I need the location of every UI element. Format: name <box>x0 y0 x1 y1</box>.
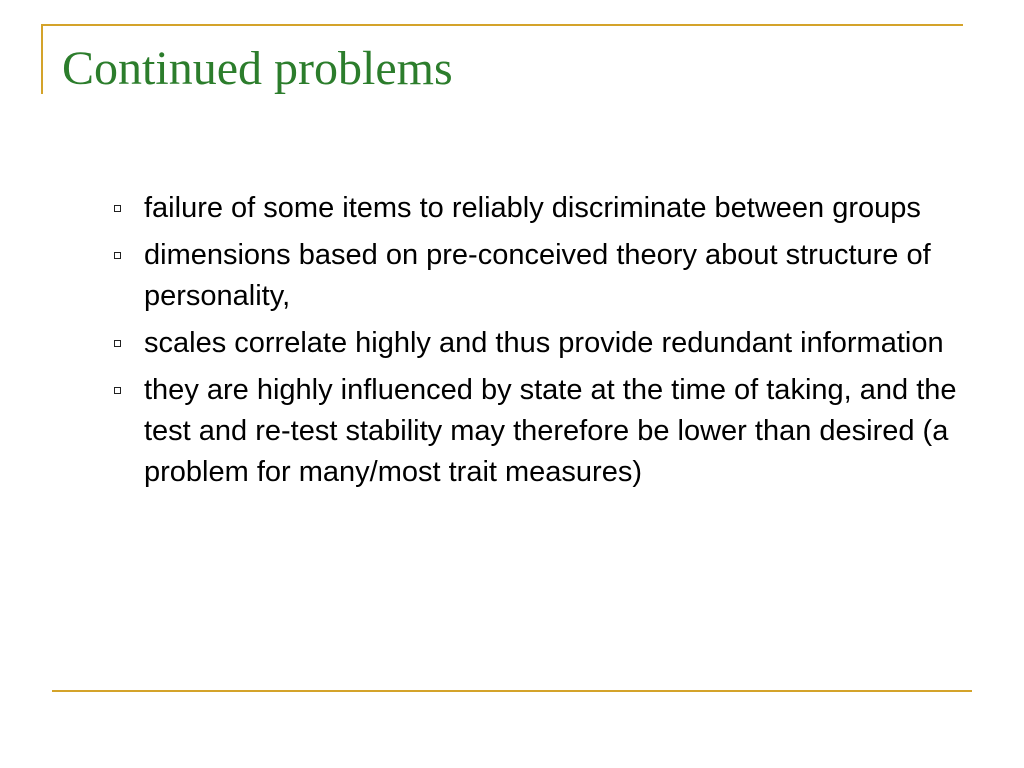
bullet-text: dimensions based on pre-conceived theory about structure of personality, <box>144 239 931 312</box>
bullet-item <box>114 323 974 364</box>
bullet-item <box>114 188 974 229</box>
bullet-item <box>114 235 974 317</box>
bullet-text: failure of some items to reliably discriminate between groups <box>144 192 921 224</box>
slide-title: Continued problems <box>62 42 453 95</box>
square-bullet-icon <box>114 205 121 212</box>
bullet-item <box>114 370 974 493</box>
square-bullet-icon <box>114 340 121 347</box>
footer-rule <box>52 690 972 692</box>
square-bullet-icon <box>114 252 121 259</box>
title-left-rule <box>41 24 43 94</box>
bullet-text: scales correlate highly and thus provide redundant information <box>144 327 944 359</box>
bullet-list <box>114 188 974 499</box>
bullet-text: they are highly influenced by state at the time of taking, and the test and re-test stability may therefore be lower than desired (a problem for many/most trait measures) <box>144 374 957 488</box>
title-top-rule <box>41 24 963 26</box>
square-bullet-icon <box>114 387 121 394</box>
